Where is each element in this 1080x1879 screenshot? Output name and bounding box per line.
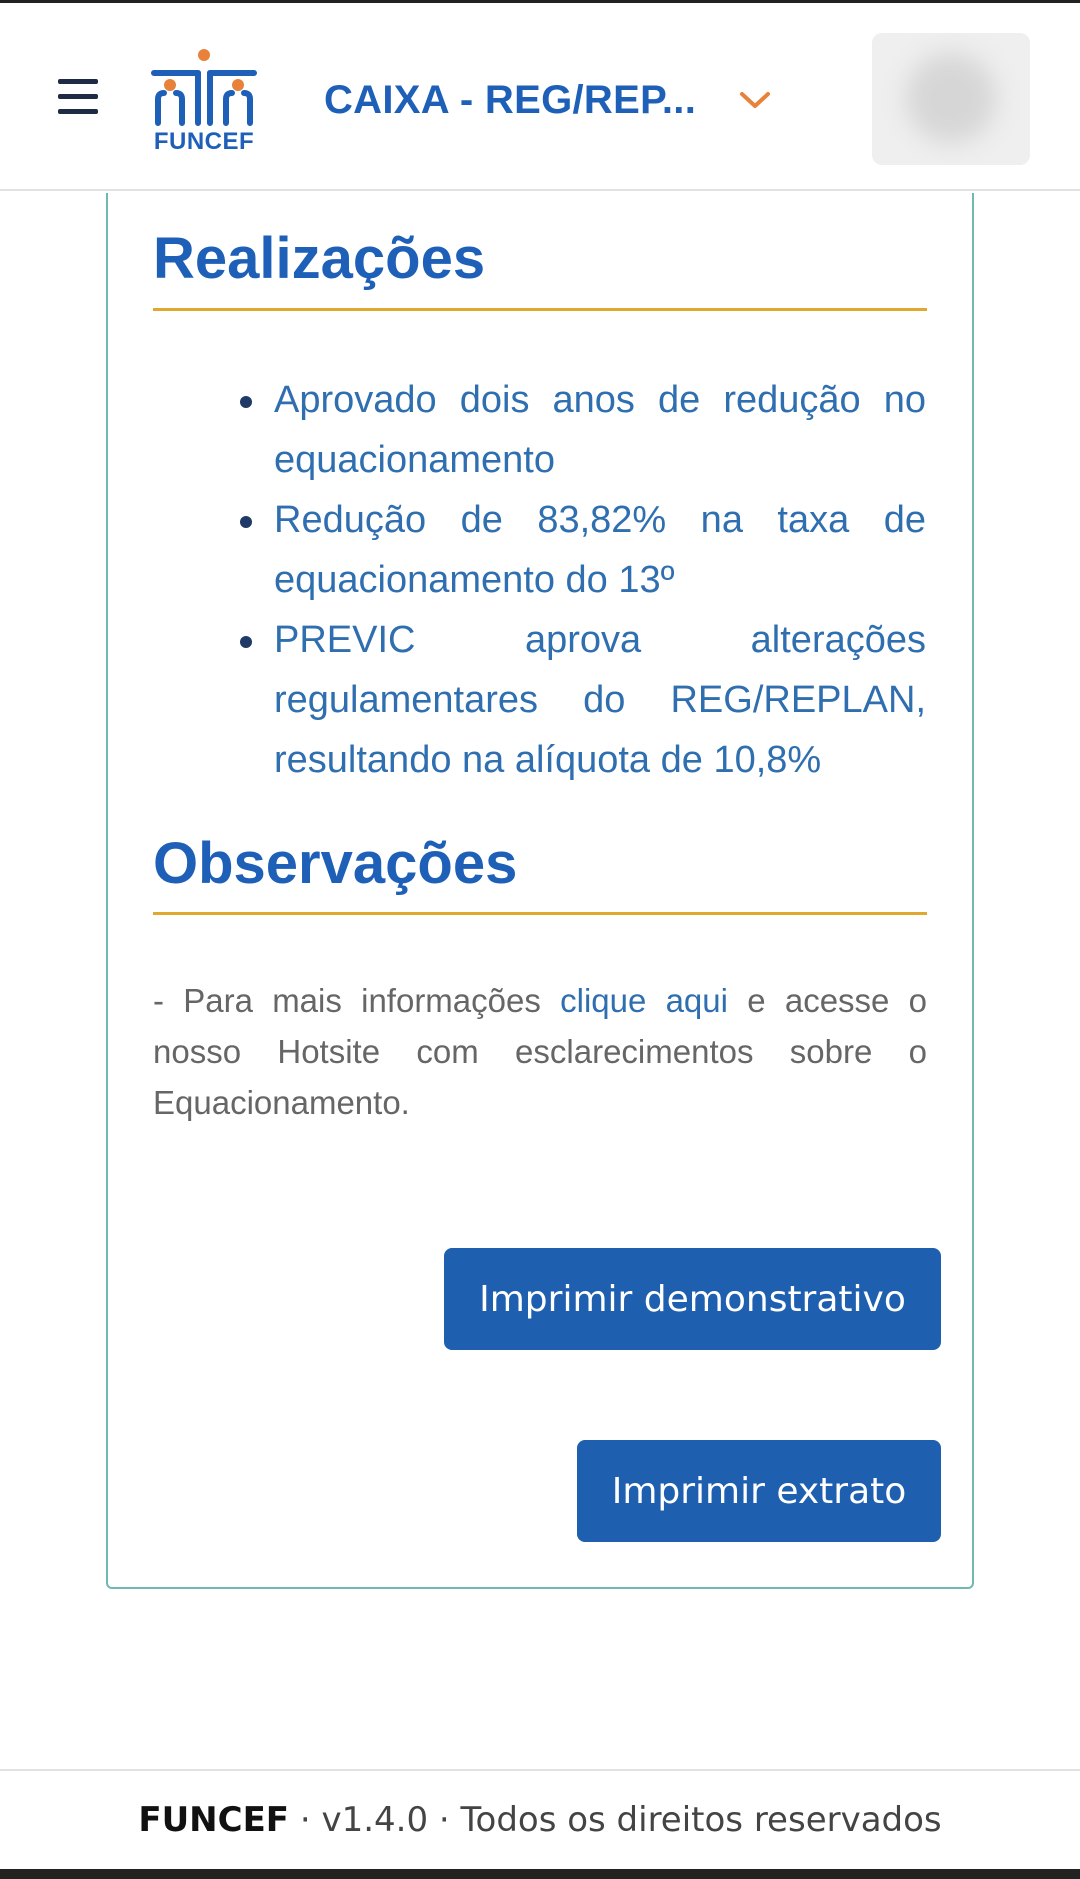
observacoes-text-before: - Para mais informações xyxy=(153,982,561,1019)
app-header xyxy=(0,3,1080,191)
funcef-logo-icon xyxy=(148,43,260,129)
avatar[interactable] xyxy=(872,33,1030,165)
hotsite-link[interactable]: clique aqui xyxy=(560,982,728,1019)
chevron-down-icon xyxy=(738,90,772,110)
hamburger-menu-icon[interactable] xyxy=(58,79,98,115)
print-extract-button[interactable]: Imprimir extrato xyxy=(577,1440,941,1542)
logo-text: FUNCEF xyxy=(153,128,255,155)
section-divider xyxy=(153,912,927,915)
plan-selector[interactable] xyxy=(324,75,772,125)
list-item: PREVIC aprova alterações regulamentares do REG/REPLAN, resultando na alíquota de 10,8% xyxy=(240,610,926,790)
section-divider xyxy=(153,308,927,311)
list-item: Aprovado dois anos de redução no equacionamento xyxy=(240,370,926,490)
achievements-list xyxy=(240,370,926,790)
plan-name: CAIXA - REG/REP... xyxy=(324,77,697,122)
observacoes-text xyxy=(153,975,927,1128)
footer-brand: FUNCEF xyxy=(138,1800,290,1840)
section-title-realizacoes: Realizações xyxy=(153,226,486,291)
navigation-bar-edge xyxy=(0,1869,1080,1879)
funcef-logo[interactable] xyxy=(148,43,260,153)
footer xyxy=(0,1769,1080,1869)
section-title-observacoes: Observações xyxy=(153,831,518,896)
list-item: Redução de 83,82% na taxa de equacionamento do 13º xyxy=(240,490,926,610)
observacoes-text-after: e acesse o nosso Hotsite com esclarecimentos sobre o Equacionamento. xyxy=(153,982,927,1121)
print-statement-button[interactable]: Imprimir demonstrativo xyxy=(444,1248,941,1350)
footer-text: · v1.4.0 · Todos os direitos reservados xyxy=(289,1800,942,1840)
